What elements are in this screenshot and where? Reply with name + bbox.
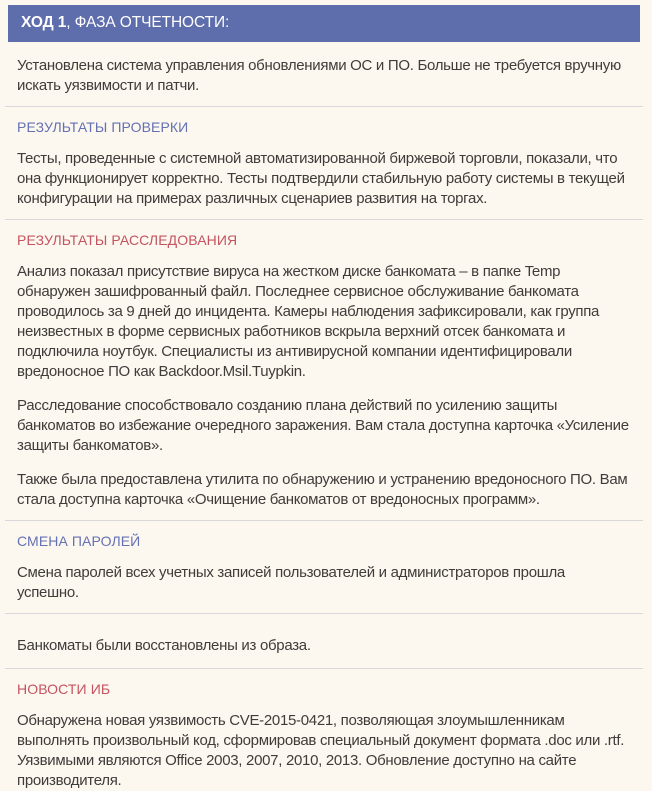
phase-header-title-bold: ХОД 1	[21, 14, 67, 31]
section-investigation-results	[0, 232, 652, 510]
section-heading-security-news: НОВОСТИ ИБ	[17, 681, 111, 697]
section-heading-investigation-results: РЕЗУЛЬТАТЫ РАССЛЕДОВАНИЯ	[17, 232, 238, 248]
section-heading-password-change: СМЕНА ПАРОЛЕЙ	[17, 533, 141, 549]
divider	[5, 520, 643, 521]
section-heading-check-results: РЕЗУЛЬТАТЫ ПРОВЕРКИ	[17, 119, 189, 135]
section-paragraph: Анализ показал присутствие вируса на жестком диске банкомата – в папке Temp обнаружен зашифрованный файл. Последнее сервисное обслуживание банкомата проводилось за 9 дней до инцидента. Камеры наблюдения зафиксировали, как группа неизвестных в форме сервисных работников вскрыла верхний отсек банкомата и подключила ноутбук. Специалисты из антивирусной компании идентифицировали вредоносное ПО как Backdoor.Msil.Tuypkin.	[17, 263, 600, 380]
intro-paragraph: Установлена система управления обновлениями ОС и ПО. Больше не требуется вручную искать уязвимости и патчи.	[17, 57, 621, 94]
divider	[5, 668, 643, 669]
section-paragraph: Расследование способствовало созданию плана действий по усилению защиты банкоматов во избежание очередного заражения. Вам стала доступна карточка «Усиление защиты банкоматов».	[17, 397, 629, 454]
divider	[5, 219, 643, 220]
section-check-results	[0, 119, 652, 209]
report-panel	[0, 5, 652, 791]
section-paragraph: Также была предоставлена утилита по обнаружению и устранению вредоносного ПО. Вам стала доступна карточка «Очищение банкоматов от вредоносных программ».	[17, 471, 628, 508]
section-paragraph: Обнаружена новая уязвимость CVE-2015-0421, позволяющая злоумышленникам выполнять произвольный код, сформировав специальный документ формата .doc или .rtf. Уязвимыми являются Office 2003, 2007, 2010, 2013. Обновление доступно на сайте производителя.	[17, 712, 625, 789]
section-paragraph: Смена паролей всех учетных записей пользователей и администраторов прошла успешно.	[17, 564, 565, 601]
page	[0, 5, 652, 789]
intro-block	[0, 56, 652, 96]
divider	[5, 106, 643, 107]
section-password-change	[0, 533, 652, 603]
section-paragraph: Тесты, проведенные с системной автоматизированной биржевой торговли, показали, что она функционирует корректно. Тесты подтвердили стабильную работу системы в текущей конфигурации на примерах различных сценариев развития на торгах.	[17, 150, 625, 207]
section-paragraph: Банкоматы были восстановлены из образа.	[17, 637, 311, 654]
phase-header-title-rest: , ФАЗА ОТЧЕТНОСТИ:	[66, 14, 230, 31]
phase-header-bar	[8, 5, 640, 42]
section-security-news	[0, 681, 652, 791]
divider	[5, 613, 643, 614]
section-atm-restore	[0, 636, 652, 656]
